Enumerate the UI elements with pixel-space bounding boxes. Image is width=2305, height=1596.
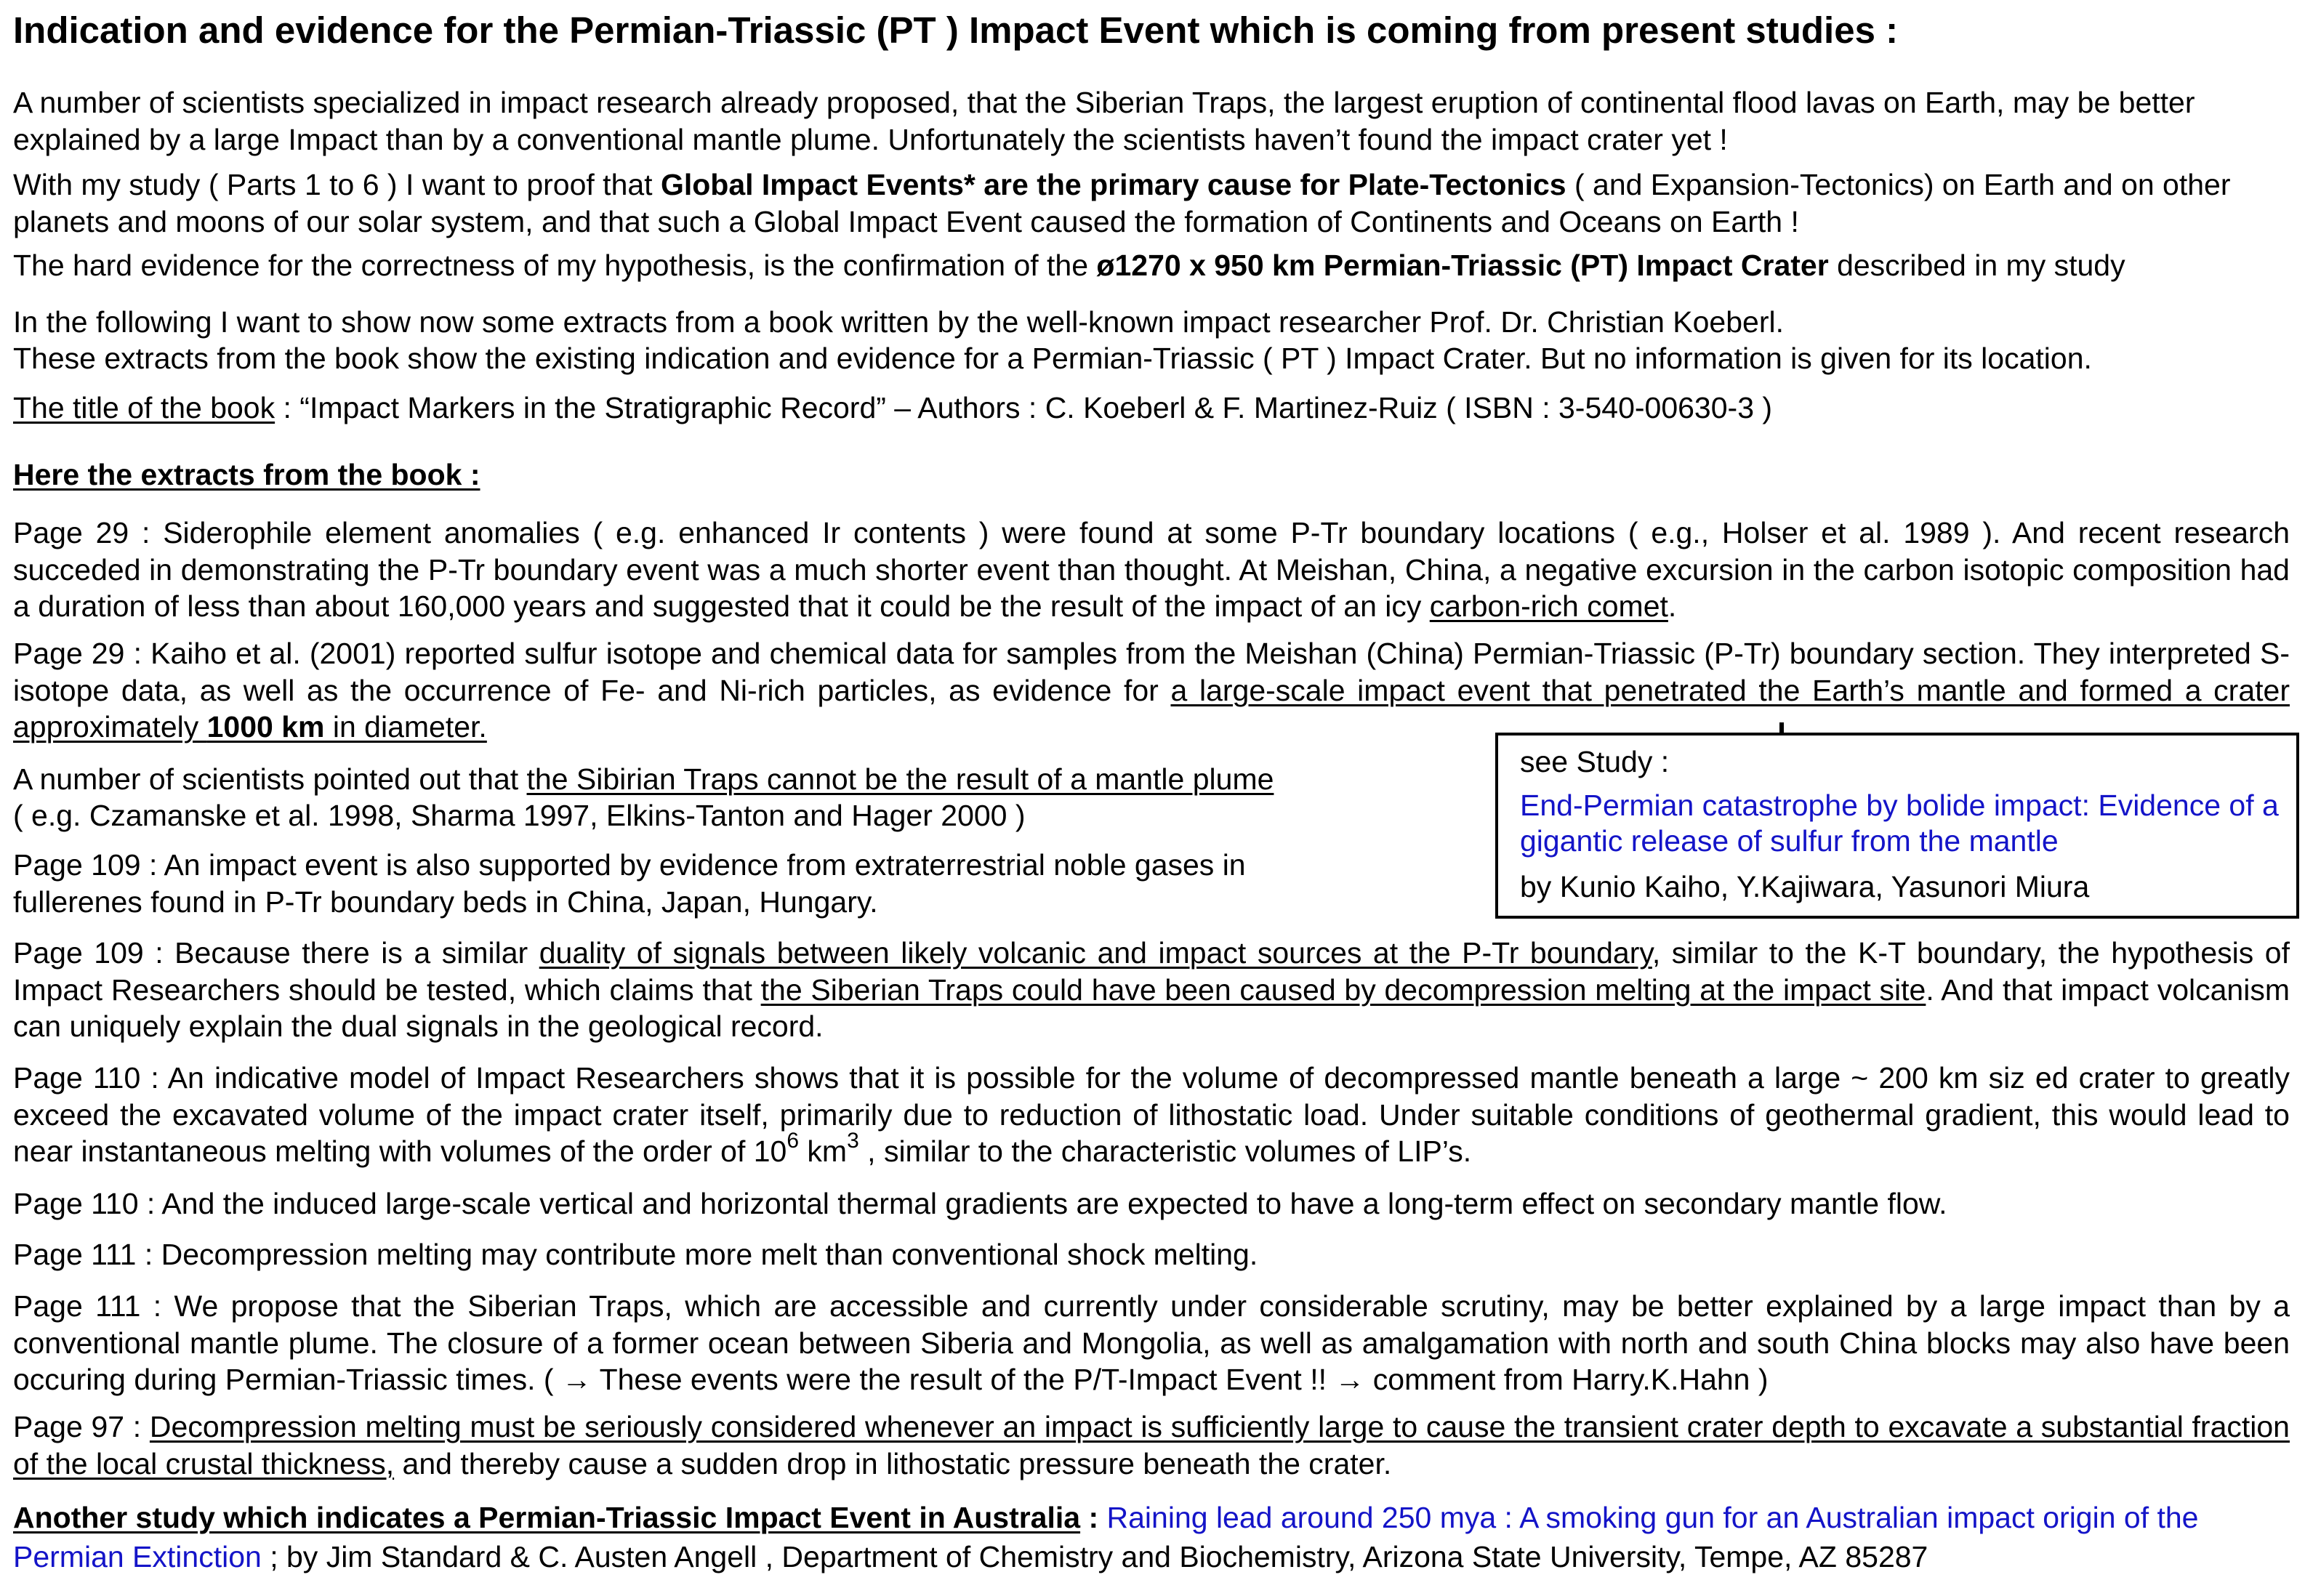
extract-3-text: A number of scientists pointed out that — [13, 762, 527, 796]
intro-p3-text-a: The hard evidence for the correctness of my hypothesis, is the confirmation of the — [13, 249, 1097, 282]
extract-5-text-a: Page 109 : Because there is a similar — [13, 936, 539, 970]
extracts-heading-text: Here the extracts from the book : — [13, 458, 480, 491]
extract-5-underlined-1: duality of signals between likely volcanic and impact sources at the P-Tr boundary — [539, 936, 1652, 970]
extract-2-underlined-bold: 1000 km — [206, 710, 325, 743]
extract-page-110-b: Page 110 : And the induced large-scale vertical and horizontal thermal gradients are expected to have a long-term effect on secondary mantle flow. — [13, 1187, 1947, 1220]
extract-scientists-line-2: ( e.g. Czamanske et al. 1998, Sharma 1997, Elkins-Tanton and Hager 2000 ) — [13, 799, 1026, 832]
intro-p2-bold: Global Impact Events* are the primary cause for Plate-Tectonics — [660, 168, 1566, 201]
extract-scientists-line-1 — [13, 761, 1452, 798]
extract-1-underlined: carbon-rich comet — [1429, 589, 1668, 623]
another-study-link[interactable]: Raining lead around 250 mya : A smoking gun for an Australian impact origin of the Permian Extinction — [13, 1501, 2199, 1573]
extract-1-text: Page 29 : Siderophile element anomalies ( e.g. enhanced Ir contents ) were found at some P-Tr boundary locations ( e.g., Holser et al. 1989 ). And recent research succeded in demonstrating the P-Tr boundary event was a much shorter event than thought. At Meishan, China, a negative excursion in the carbon isotopic composition had a duration of less than about 160,000 years and suggested that it could be the result of the impact of an icy — [13, 516, 2290, 623]
extract-page-97 — [13, 1408, 2290, 1482]
extract-page-111-a: Page 111 : Decompression melting may contribute more melt than conventional shock melting. — [13, 1238, 1258, 1271]
extract-page-111-b: Page 111 : We propose that the Siberian Traps, which are accessible and currently under considerable scrutiny, may be better explained by a large impact than by a conventional mantle plume. The closure of a former ocean between Siberia and Mongolia, as well as amalgamation with north and south China blocks may also have been occuring during Permian-Triassic times. ( → These events were the result of the P/T-Impact Event !! → comment from Harry.K.Hahn ) — [13, 1289, 2290, 1396]
intro-p2-text-a: With my study ( Parts 1 to 6 ) I want to proof that — [13, 168, 661, 201]
see-study-label: see Study : — [1520, 745, 1670, 778]
extract-2-underlined-b: in diameter. — [324, 710, 487, 743]
another-study-heading: Another study which indicates a Permian-Triassic Impact Event in Australia — [13, 1501, 1081, 1534]
extract-page-29-b — [13, 635, 2290, 746]
extract-1-end: . — [1668, 589, 1677, 623]
extract-6-text-a: Page 110 : An indicative model of Impact Researchers shows that it is possible for the volume of decompressed mantle beneath a large ~ 200 km siz ed crater to greatly exceed the excavated volume of the impact crater itself, primarily due to reduction of lithostatic load. Under suitable conditions of geothermal gradient, this would lead to near instantaneous melting with volumes of the order of 10 — [13, 1061, 2290, 1168]
extract-5-text-c: . And that impact volcanism can uniquely explain the dual signals in the geological record. — [13, 972, 2290, 1043]
intro-p3-text-b: described in my study — [1828, 249, 2125, 282]
intro-p2-text-b: ( and Expansion-Tectonics) on Earth and on other planets and moons of our solar system, and that such a Global Impact Event caused the formation of Continents and Oceans on Earth ! — [13, 168, 2231, 238]
extract-5-underlined-2: the Siberian Traps could have been caused by decompression melting at the impact site — [760, 972, 1926, 1007]
intro-paragraph-4-line-2: These extracts from the book show the existing indication and evidence for a Permian-Triassic ( PT ) Impact Crater. But no information is given for its location. — [13, 342, 2092, 375]
extract-2-underlined-a: a large-scale impact event that penetrated the Earth’s mantle and formed a crater approximately — [13, 673, 2290, 743]
see-study-box — [1495, 733, 2299, 919]
extract-10-text-a: Page 97 : — [13, 1410, 150, 1443]
intro-paragraph-2 — [13, 166, 2290, 240]
page-title: Indication and evidence for the Permian-Triassic (PT ) Impact Event which is coming from present studies : — [13, 9, 1899, 51]
extract-page-29-a — [13, 515, 2290, 625]
book-title-line — [13, 390, 2290, 427]
see-study-authors: by Kunio Kaiho, Y.Kajiwara, Yasunori Miura — [1520, 870, 2090, 903]
extract-10-underlined: Decompression melting must be seriously considered whenever an impact is sufficiently large to cause the transient crater depth to excavate a substantial fraction of the local crustal thickness, — [13, 1410, 2290, 1480]
extract-page-110-a — [13, 1060, 2290, 1170]
another-study-paragraph — [13, 1498, 2290, 1576]
book-title-label: The title of the book — [13, 391, 275, 424]
see-study-link[interactable]: End-Permian catastrophe by bolide impact: Evidence of a gigantic release of sulfur from the mantle — [1520, 789, 2279, 858]
intro-paragraph-4-line-1: In the following I want to show now some extracts from a book written by the well-known impact researcher Prof. Dr. Christian Koeberl. — [13, 305, 1784, 339]
extract-3-underlined: the Sibirian Traps cannot be the result of a mantle plume — [526, 762, 1274, 796]
extract-5-text-b: , similar to the K-T boundary, the hypothesis of Impact Researchers should be tested, which claims that — [13, 936, 2290, 1007]
extract-page-109-a: Page 109 : An impact event is also supported by evidence from extraterrestrial noble gases in fullerenes found in P-Tr boundary beds in China, Japan, Hungary. — [13, 848, 1246, 919]
intro-p3-bold: ø1270 x 950 km Permian-Triassic (PT) Impact Crater — [1096, 249, 1829, 282]
intro-paragraph-3 — [13, 247, 2290, 284]
extract-page-109-b — [13, 935, 2290, 1045]
extract-6-exponent-1: 6 — [787, 1129, 800, 1153]
extract-10-text-b: and thereby cause a sudden drop in lithostatic pressure beneath the crater. — [394, 1446, 1392, 1480]
extract-6-exponent-2: 3 — [847, 1129, 859, 1153]
intro-paragraph-1: A number of scientists specialized in impact research already proposed, that the Siberian Traps, the largest eruption of continental flood lavas on Earth, may be better explained by a large Impact than by a conventional mantle plume. Unfortunately the scientists haven’t found the impact crater yet ! — [13, 86, 2195, 156]
book-title-text: : “Impact Markers in the Stratigraphic Record” – Authors : C. Koeberl & F. Martinez-Ruiz ( ISBN : 3-540-00630-3 ) — [275, 391, 1773, 424]
extract-2-text: Page 29 : Kaiho et al. (2001) reported sulfur isotope and chemical data for samples from the Meishan (China) Permian-Triassic (P-Tr) boundary section. They interpreted S-isotope data, as well as the occurrence of Fe- and Ni-rich particles, as evidence for — [13, 637, 2290, 707]
extract-6-text-b: km — [799, 1134, 848, 1168]
extract-6-text-c: , similar to the characteristic volumes of LIP’s. — [858, 1134, 1472, 1168]
another-study-colon: : — [1080, 1501, 1107, 1534]
extracts-heading — [13, 456, 2290, 493]
another-study-authors: ; by Jim Standard & C. Austen Angell , Department of Chemistry and Biochemistry, Arizona State University, Tempe, AZ 85287 — [261, 1540, 1928, 1573]
